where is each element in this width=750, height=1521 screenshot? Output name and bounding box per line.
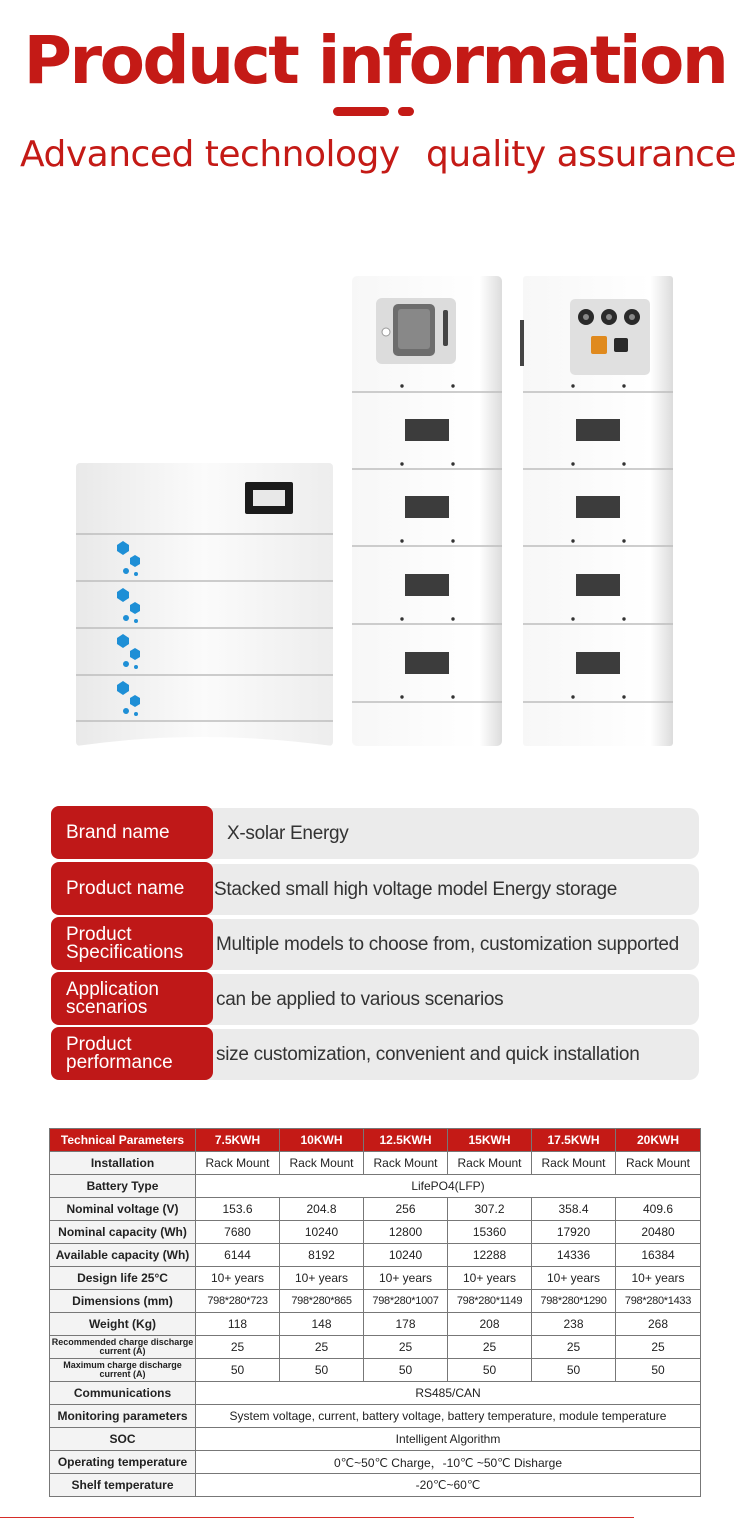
info-row-brand [51,806,699,859]
table-cell: 10+ years [280,1267,364,1290]
page-title: Product information [23,22,727,99]
row-label: Battery Type [50,1175,196,1198]
table-header-cell: 10KWH [280,1129,364,1152]
table-cell: 16384 [616,1244,701,1267]
brand-value: X-solar Energy [227,822,349,844]
info-row-specifications [51,917,699,970]
table-row [50,1175,701,1198]
subtitle-technology: Advanced technology [20,134,400,175]
table-row [50,1451,701,1474]
info-row-application [51,972,699,1025]
title-underline-long [333,107,389,116]
table-cell: System voltage, current, battery voltage, battery temperature, module temperature [196,1405,701,1428]
row-label: Maximum charge discharge current (A) [50,1359,196,1382]
application-label: Application scenarios [66,978,159,1018]
table-row [50,1221,701,1244]
table-cell: 238 [532,1313,616,1336]
row-label: Operating temperature [50,1451,196,1474]
table-cell: RS485/CAN [196,1382,701,1405]
specifications-value: Multiple models to choose from, customization supported [216,933,679,955]
table-cell: 10+ years [196,1267,280,1290]
table-row [50,1198,701,1221]
table-cell: 15360 [448,1221,532,1244]
table-row [50,1267,701,1290]
table-row [50,1474,701,1497]
specifications-label: Product Specifications [66,923,184,963]
table-cell: 10+ years [364,1267,448,1290]
table-cell: 10240 [280,1221,364,1244]
table-cell: Intelligent Algorithm [196,1428,701,1451]
table-cell: 50 [196,1359,280,1382]
table-cell: Rack Mount [196,1152,280,1175]
table-cell: 6144 [196,1244,280,1267]
table-cell: 50 [616,1359,701,1382]
tower-battery-unit-back [520,276,673,746]
table-row [50,1428,701,1451]
table-cell: 10+ years [448,1267,532,1290]
table-row [50,1382,701,1405]
table-cell: 25 [364,1336,448,1359]
subtitle-quality: quality assurance [426,134,737,175]
table-cell: 256 [364,1198,448,1221]
table-cell: 10+ years [532,1267,616,1290]
table-cell: 798*280*865 [280,1290,364,1313]
technical-parameters-table [49,1128,701,1497]
table-cell: 50 [532,1359,616,1382]
row-label: Recommended charge discharge current (A) [50,1336,196,1359]
table-cell: 798*280*723 [196,1290,280,1313]
table-cell: 208 [448,1313,532,1336]
table-cell: 153.6 [196,1198,280,1221]
table-header-cell: 15KWH [448,1129,532,1152]
info-row-product-name [51,862,699,915]
table-header-row [50,1129,701,1152]
row-label: Shelf temperature [50,1474,196,1497]
table-cell: 25 [616,1336,701,1359]
row-label: SOC [50,1428,196,1451]
table-cell: 798*280*1149 [448,1290,532,1313]
table-cell: Rack Mount [364,1152,448,1175]
row-label: Available capacity (Wh) [50,1244,196,1267]
performance-value: size customization, convenient and quick installation [216,1043,640,1065]
title-underline-short [398,107,414,116]
table-cell: 798*280*1433 [616,1290,701,1313]
table-cell: 25 [532,1336,616,1359]
table-cell: Rack Mount [448,1152,532,1175]
table-cell: Rack Mount [532,1152,616,1175]
application-value: can be applied to various scenarios [216,988,504,1010]
table-cell: 148 [280,1313,364,1336]
table-cell: 12800 [364,1221,448,1244]
table-cell: 50 [280,1359,364,1382]
table-cell: 10240 [364,1244,448,1267]
table-cell: 8192 [280,1244,364,1267]
table-cell: 17920 [532,1221,616,1244]
table-cell: 798*280*1290 [532,1290,616,1313]
table-cell: Rack Mount [616,1152,701,1175]
table-cell: 178 [364,1313,448,1336]
info-row-performance [51,1027,699,1080]
table-row [50,1359,701,1382]
row-label: Nominal voltage (V) [50,1198,196,1221]
table-row [50,1290,701,1313]
table-row [50,1244,701,1267]
table-cell: 798*280*1007 [364,1290,448,1313]
table-header-cell: 12.5KWH [364,1129,448,1152]
table-cell: 25 [196,1336,280,1359]
table-row [50,1152,701,1175]
table-header-cell: Technical Parameters [50,1129,196,1152]
table-cell: Rack Mount [280,1152,364,1175]
row-label: Installation [50,1152,196,1175]
table-cell: 50 [364,1359,448,1382]
row-label: Design life 25°C [50,1267,196,1290]
battery-product-illustration [0,260,750,760]
table-row [50,1405,701,1428]
row-label: Dimensions (mm) [50,1290,196,1313]
table-cell: 0℃~50℃ Charge，-10℃ ~50℃ Disharge [196,1451,701,1474]
table-cell: 10+ years [616,1267,701,1290]
brand-label: Brand name [66,821,170,843]
table-cell: 118 [196,1313,280,1336]
table-cell: 409.6 [616,1198,701,1221]
row-label: Communications [50,1382,196,1405]
table-header-cell: 7.5KWH [196,1129,280,1152]
tower-battery-unit-front [352,276,502,746]
table-cell: 14336 [532,1244,616,1267]
row-label: Monitoring parameters [50,1405,196,1428]
table-cell: 268 [616,1313,701,1336]
row-label: Weight (Kg) [50,1313,196,1336]
table-cell: 25 [280,1336,364,1359]
footer-divider [0,1517,634,1518]
table-row [50,1336,701,1359]
product-name-value: Stacked small high voltage model Energy storage [214,878,618,900]
performance-label: Product performance [66,1033,173,1073]
wide-battery-unit [76,463,333,746]
table-cell: 307.2 [448,1198,532,1221]
product-name-label: Product name [66,877,185,899]
table-cell: 50 [448,1359,532,1382]
table-cell: 20480 [616,1221,701,1244]
table-cell: 25 [448,1336,532,1359]
table-header-cell: 20KWH [616,1129,701,1152]
table-cell: -20℃~60℃ [196,1474,701,1497]
table-cell: 12288 [448,1244,532,1267]
table-cell: 358.4 [532,1198,616,1221]
table-row [50,1313,701,1336]
row-label: Nominal capacity (Wh) [50,1221,196,1244]
table-cell: 7680 [196,1221,280,1244]
table-cell: 204.8 [280,1198,364,1221]
table-cell: LifePO4(LFP) [196,1175,701,1198]
table-header-cell: 17.5KWH [532,1129,616,1152]
